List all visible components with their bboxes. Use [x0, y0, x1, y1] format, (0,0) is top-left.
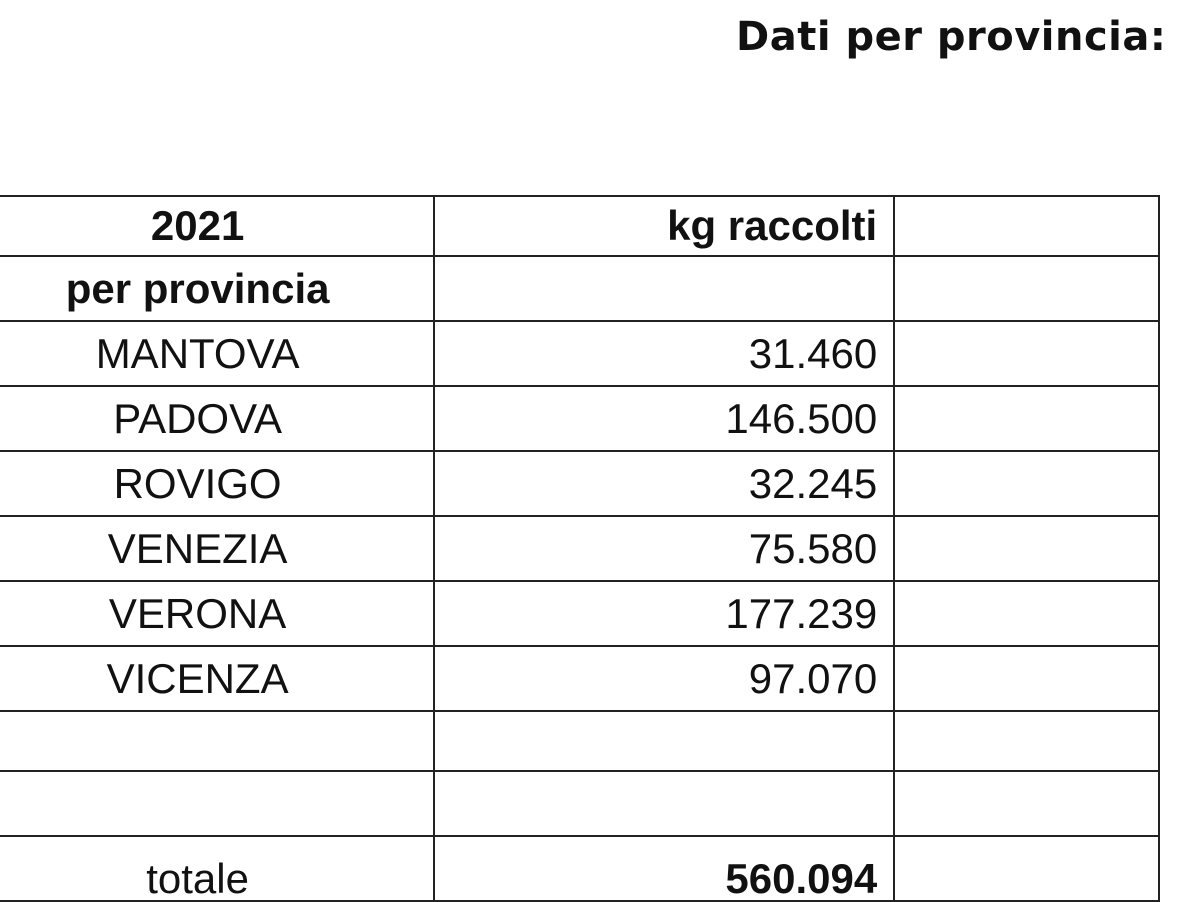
empty-row: [0, 711, 1159, 771]
empty-cell: [894, 386, 1159, 451]
empty-cell: [434, 771, 894, 836]
province-name: MANTOVA: [0, 321, 434, 386]
header-row-year: [0, 196, 1159, 256]
province-name: VICENZA: [0, 646, 434, 711]
header-kg-raccolti: kg raccolti: [434, 196, 894, 256]
empty-cell: [894, 836, 1159, 901]
empty-cell: [894, 771, 1159, 836]
province-kg: 177.239: [434, 581, 894, 646]
total-row: [0, 836, 1159, 901]
table-row: [0, 646, 1159, 711]
province-kg: 31.460: [434, 321, 894, 386]
header-per-provincia: per provincia: [0, 256, 434, 321]
empty-row: [0, 771, 1159, 836]
table-row: [0, 451, 1159, 516]
empty-cell: [894, 646, 1159, 711]
header-empty-cell: [434, 256, 894, 321]
province-name: PADOVA: [0, 386, 434, 451]
total-value: 560.094: [434, 836, 894, 901]
empty-cell: [0, 711, 434, 771]
table-row: [0, 581, 1159, 646]
total-label: totale: [0, 836, 434, 901]
header-empty-cell: [894, 196, 1159, 256]
header-year: 2021: [0, 196, 434, 256]
province-name: ROVIGO: [0, 451, 434, 516]
empty-cell: [894, 711, 1159, 771]
province-name: VERONA: [0, 581, 434, 646]
empty-cell: [894, 516, 1159, 581]
table-row: [0, 516, 1159, 581]
empty-cell: [894, 321, 1159, 386]
empty-cell: [894, 581, 1159, 646]
province-kg: 75.580: [434, 516, 894, 581]
province-name: VENEZIA: [0, 516, 434, 581]
empty-cell: [894, 451, 1159, 516]
table-row: [0, 321, 1159, 386]
page-heading: Dati per provincia:: [736, 14, 1167, 60]
empty-cell: [434, 711, 894, 771]
header-empty-cell: [894, 256, 1159, 321]
province-kg: 97.070: [434, 646, 894, 711]
province-kg: 146.500: [434, 386, 894, 451]
province-kg: 32.245: [434, 451, 894, 516]
empty-cell: [0, 771, 434, 836]
header-row-per-provincia: [0, 256, 1159, 321]
table-row: [0, 386, 1159, 451]
province-table: [0, 195, 1160, 902]
